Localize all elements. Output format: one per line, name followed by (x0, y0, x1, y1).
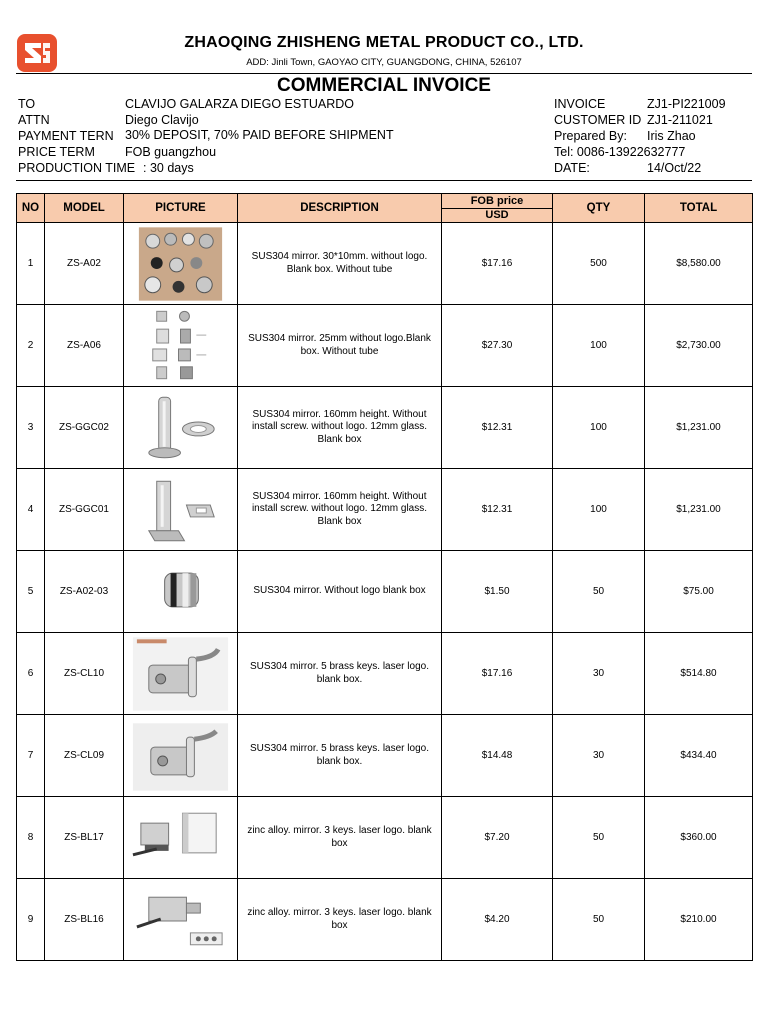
row-qty: 500 (553, 223, 645, 305)
row-picture (124, 879, 238, 961)
row-picture (124, 551, 238, 633)
header-fob-price (442, 194, 553, 223)
row-description (238, 797, 442, 879)
date-label: DATE: (554, 161, 590, 175)
row-picture (124, 305, 238, 387)
row-model: ZS-GGC01 (45, 469, 124, 551)
row-price: $1.50 (442, 551, 553, 633)
header-no: NO (17, 194, 45, 223)
row-price: $14.48 (442, 715, 553, 797)
table-row (17, 633, 753, 715)
table-row (17, 387, 753, 469)
desc-line: blank box. (316, 673, 363, 685)
row-picture (124, 469, 238, 551)
row-picture (124, 797, 238, 879)
row-price: $12.31 (442, 469, 553, 551)
row-total: $434.40 (645, 715, 753, 797)
row-qty: 100 (553, 469, 645, 551)
price-term-label: PRICE TERM (18, 145, 95, 159)
row-price: $17.16 (442, 223, 553, 305)
table-row (17, 551, 753, 633)
desc-line: zinc alloy. mirror. 3 keys. laser logo. blank (247, 907, 432, 918)
row-model: ZS-BL16 (45, 879, 124, 961)
desc-line: zinc alloy. mirror. 3 keys. laser logo. blank (247, 825, 432, 836)
row-qty: 100 (553, 305, 645, 387)
prepared-by-value: Iris Zhao (647, 129, 696, 143)
prepared-by-label: Prepared By: (554, 129, 627, 143)
desc-line: install screw. without logo. 12mm glass. (251, 503, 428, 515)
customer-id-value: ZJ1-211021 (647, 113, 713, 127)
document-title: COMMERCIAL INVOICE (277, 75, 491, 96)
row-model: ZS-A02-03 (45, 551, 124, 633)
table-row (17, 715, 753, 797)
product-photo-glass-knob (127, 553, 234, 631)
header-qty: QTY (553, 194, 645, 223)
product-photo-glass-lock (127, 635, 234, 713)
product-photo-square-spigot (127, 471, 234, 549)
header-model: MODEL (45, 194, 124, 223)
row-qty: 50 (553, 551, 645, 633)
row-no: 6 (17, 633, 45, 715)
customer-id-label: CUSTOMER ID (554, 113, 642, 127)
header-currency: USD (485, 209, 509, 221)
product-photo-zinc-lock (127, 881, 234, 959)
row-price: $4.20 (442, 879, 553, 961)
company-name: ZHAOQING ZHISHENG METAL PRODUCT CO., LTD. (184, 34, 584, 51)
company-logo (17, 34, 57, 72)
row-price: $7.20 (442, 797, 553, 879)
row-model: ZS-GGC02 (45, 387, 124, 469)
header-total: TOTAL (645, 194, 753, 223)
row-total: $210.00 (645, 879, 753, 961)
row-total: $8,580.00 (645, 223, 753, 305)
row-description (238, 633, 442, 715)
row-picture (124, 633, 238, 715)
row-total: $75.00 (645, 551, 753, 633)
table-row (17, 879, 753, 961)
production-time-label: PRODUCTION TIME (18, 161, 136, 175)
desc-line: SUS304 mirror. 5 brass keys. laser logo. (250, 661, 429, 672)
desc-line: box. Without tube (300, 345, 379, 357)
payment-term-value: 30% DEPOSIT, 70% PAID BEFORE SHIPMENT (125, 128, 394, 142)
row-no: 3 (17, 387, 45, 469)
product-photo-zinc-lock (127, 799, 234, 877)
row-picture (124, 715, 238, 797)
company-address: ADD: Jinli Town, GAOYAO CITY, GUANGDONG, CHINA, 526107 (246, 57, 522, 68)
row-total: $1,231.00 (645, 387, 753, 469)
attn-value: Diego Clavijo (125, 113, 199, 127)
row-no: 4 (17, 469, 45, 551)
row-qty: 30 (553, 633, 645, 715)
desc-line: SUS304 mirror. 30*10mm. without logo. (251, 251, 428, 262)
row-no: 7 (17, 715, 45, 797)
product-photo-fittings (127, 225, 234, 303)
desc-line: box (331, 919, 348, 931)
header-fob-label: FOB price (442, 194, 552, 209)
invoice-number: ZJ1-PI221009 (647, 97, 726, 111)
row-model: ZS-CL09 (45, 715, 124, 797)
header-description: DESCRIPTION (238, 194, 442, 223)
invoice-label: INVOICE (554, 97, 606, 111)
row-description (238, 469, 442, 551)
to-value: CLAVIJO GALARZA DIEGO ESTUARDO (125, 97, 354, 111)
row-total: $360.00 (645, 797, 753, 879)
table-row (17, 223, 753, 305)
attn-label: ATTN (18, 113, 50, 127)
row-model: ZS-A02 (45, 223, 124, 305)
row-no: 2 (17, 305, 45, 387)
row-total: $2,730.00 (645, 305, 753, 387)
row-qty: 50 (553, 879, 645, 961)
row-description (238, 879, 442, 961)
desc-line: Blank box. Without tube (286, 263, 393, 275)
invoice-items-table (16, 193, 753, 961)
date-value: 14/Oct/22 (647, 161, 702, 175)
table-row (17, 797, 753, 879)
row-no: 1 (17, 223, 45, 305)
payment-term-label: PAYMENT TERN (18, 129, 114, 143)
product-photo-spec-sheet (127, 307, 234, 385)
row-no: 8 (17, 797, 45, 879)
table-header-row (17, 194, 753, 223)
row-total: $1,231.00 (645, 469, 753, 551)
row-description (238, 715, 442, 797)
table-row (17, 469, 753, 551)
row-price: $17.16 (442, 633, 553, 715)
desc-line: SUS304 mirror. 160mm height. Without (252, 408, 427, 420)
desc-line: SUS304 mirror. Without logo blank box (253, 585, 426, 597)
desc-line: SUS304 mirror. 25mm without logo.Blank (248, 333, 431, 344)
row-model: ZS-A06 (45, 305, 124, 387)
row-qty: 100 (553, 387, 645, 469)
row-qty: 30 (553, 715, 645, 797)
desc-line: Blank box (317, 433, 362, 445)
desc-line: Blank box (317, 515, 362, 527)
desc-line: install screw. without logo. 12mm glass. (251, 421, 428, 433)
row-description (238, 305, 442, 387)
row-picture (124, 387, 238, 469)
row-price: $27.30 (442, 305, 553, 387)
to-label: TO (18, 97, 36, 111)
product-photo-glass-spigot (127, 389, 234, 467)
production-time-value: : 30 days (143, 161, 194, 175)
row-description (238, 551, 442, 633)
row-price: $12.31 (442, 387, 553, 469)
row-no: 9 (17, 879, 45, 961)
row-no: 5 (17, 551, 45, 633)
row-qty: 50 (553, 797, 645, 879)
row-description (238, 387, 442, 469)
desc-line: blank box. (316, 755, 363, 767)
row-total: $514.80 (645, 633, 753, 715)
header-picture: PICTURE (124, 194, 238, 223)
product-photo-glass-lock (127, 717, 234, 795)
row-model: ZS-BL17 (45, 797, 124, 879)
desc-line: SUS304 mirror. 5 brass keys. laser logo. (250, 743, 429, 754)
header-divider (16, 73, 752, 74)
desc-line: box (331, 837, 348, 849)
row-picture (124, 223, 238, 305)
row-model: ZS-CL10 (45, 633, 124, 715)
desc-line: SUS304 mirror. 160mm height. Without (252, 490, 427, 502)
telephone: Tel: 0086-13922632777 (554, 145, 686, 159)
info-divider (16, 180, 752, 181)
price-term-value: FOB guangzhou (125, 145, 217, 159)
row-description (238, 223, 442, 305)
table-row (17, 305, 753, 387)
